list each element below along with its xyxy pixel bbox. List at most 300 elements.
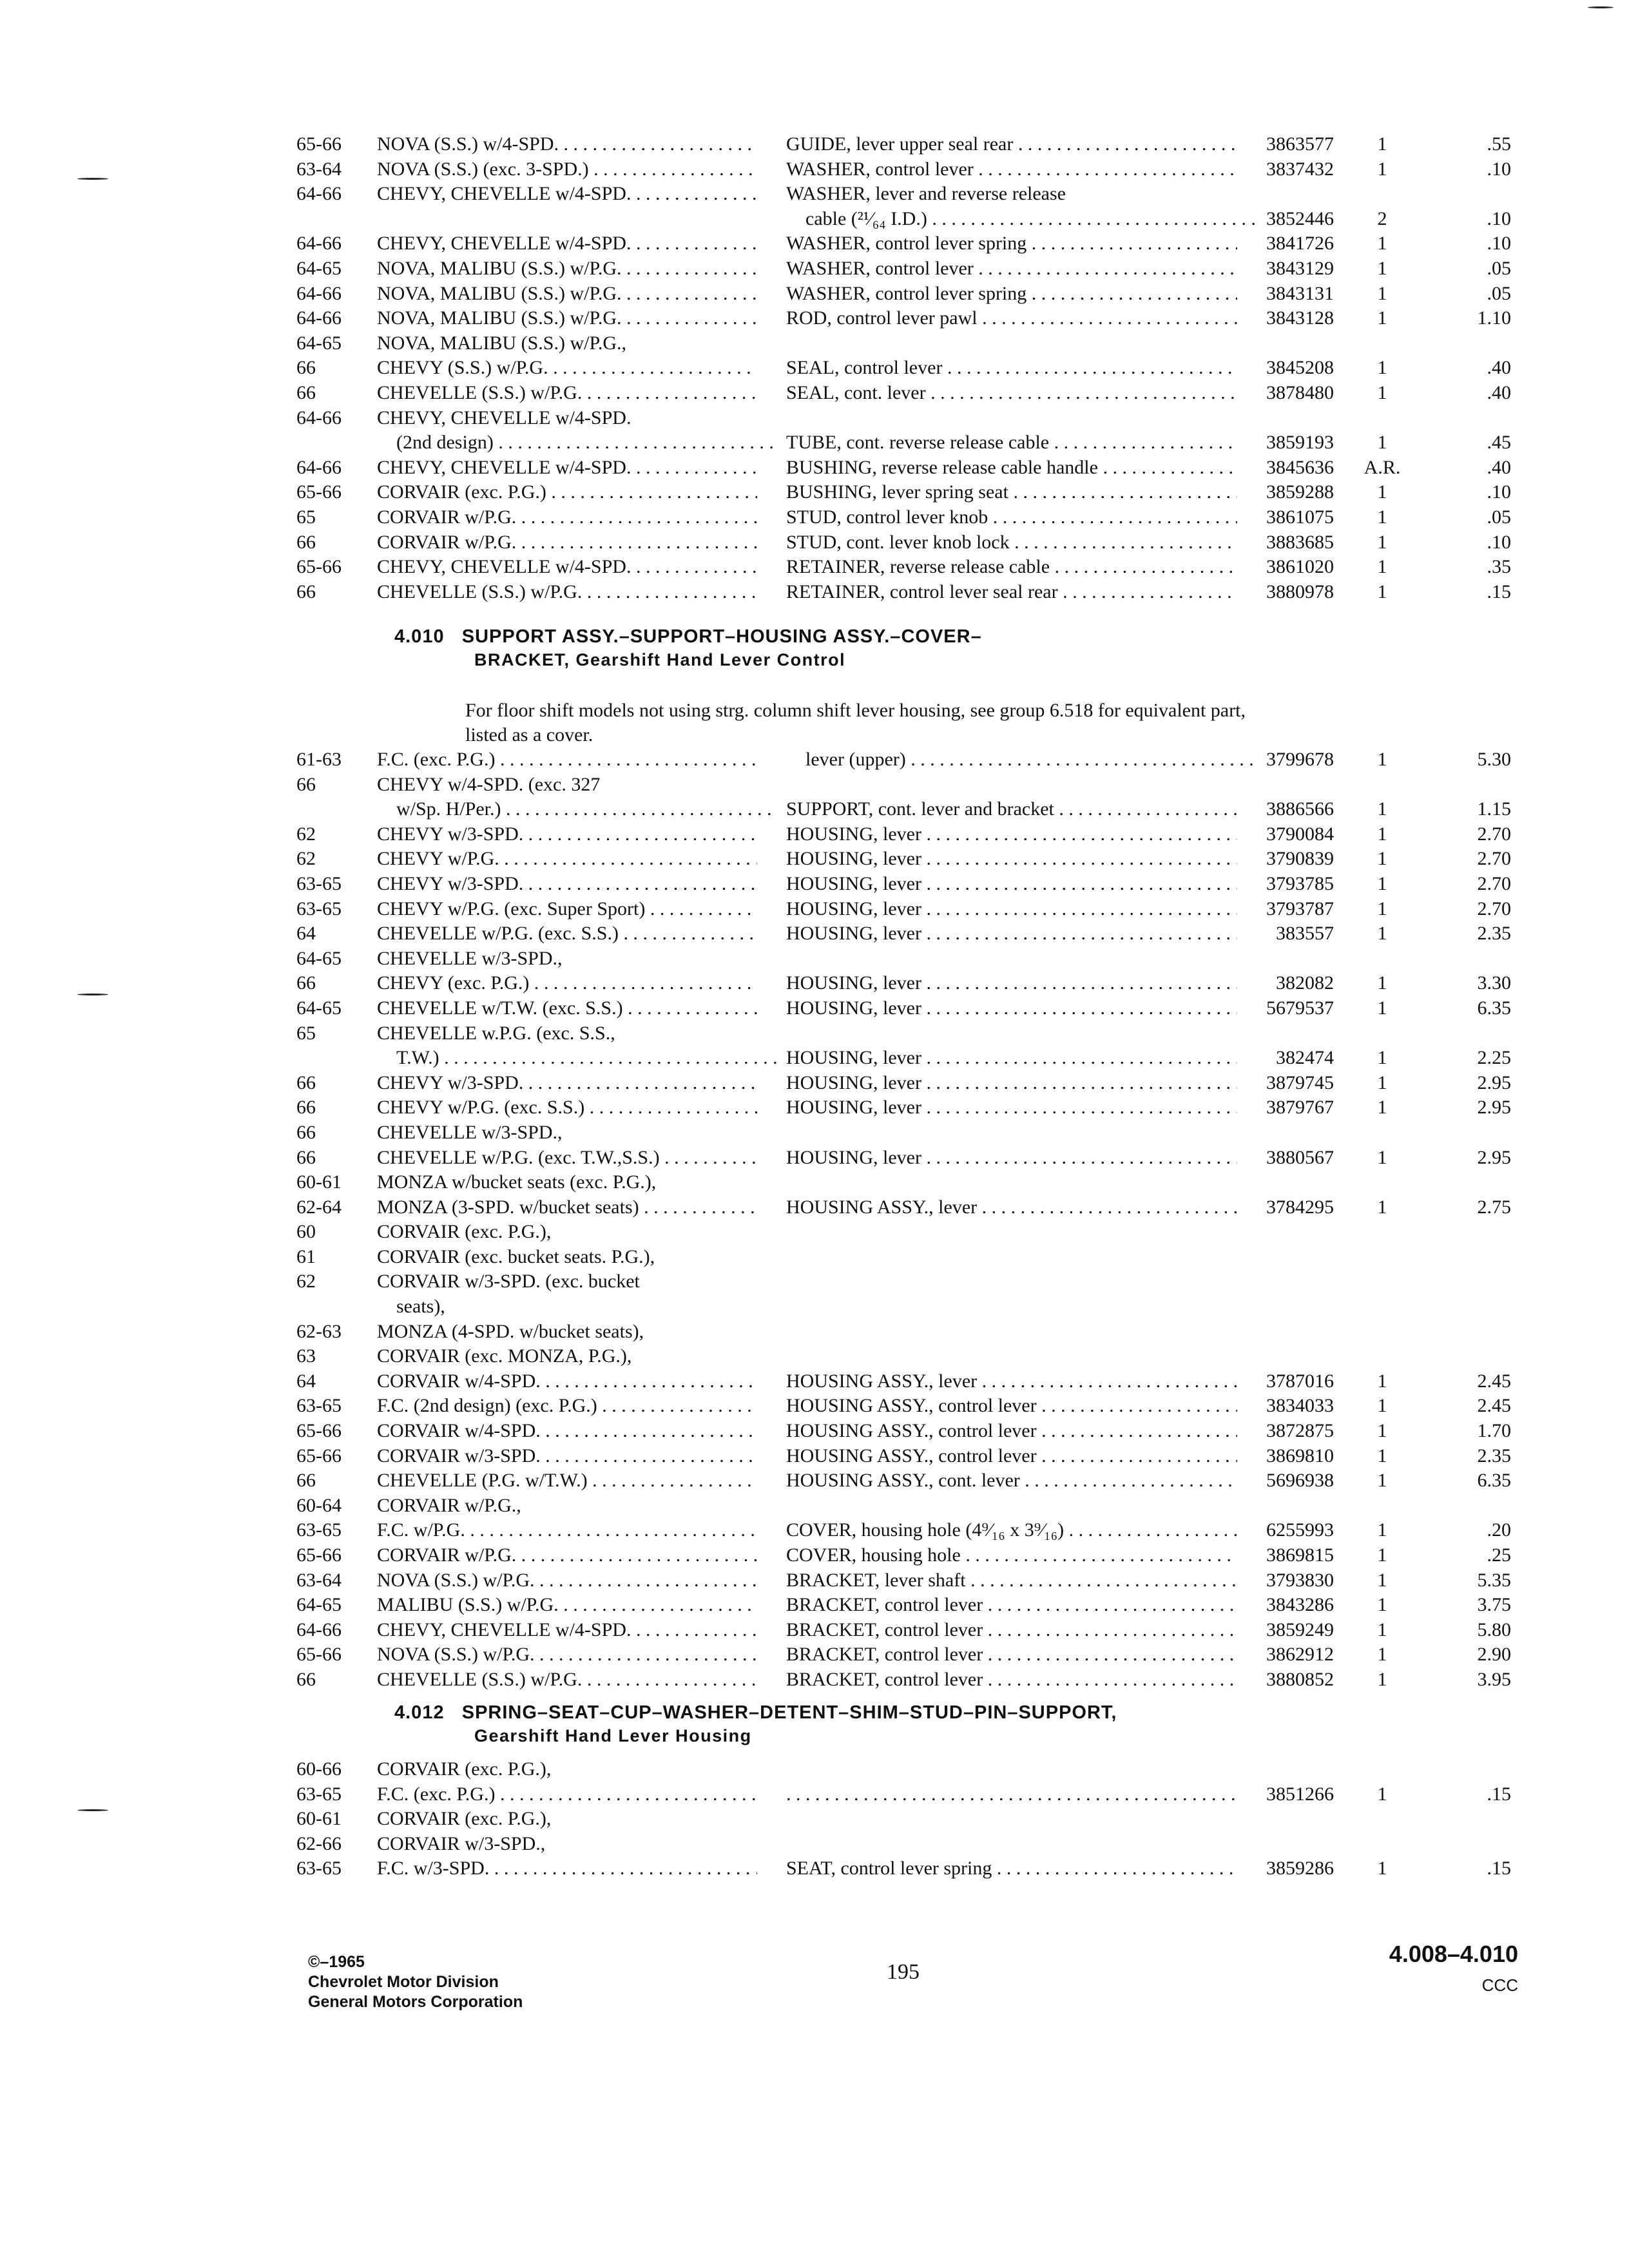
model-applicability: CHEVELLE w/P.G. (exc. S.S.) . . . xyxy=(377,921,757,947)
model-year: 66 xyxy=(296,1097,316,1119)
model-applicability: CHEVELLE w/P.G. (exc. T.W.,S.S.) . . . xyxy=(377,1146,757,1171)
table-row xyxy=(296,773,1508,798)
price: 2.45 xyxy=(1477,1370,1511,1392)
part-description: HOUSING, lever . . . xyxy=(786,897,1237,922)
model-applicability: NOVA (S.S.) (exc. 3-SPD.) . . . xyxy=(377,157,757,182)
quantity: 1 xyxy=(1377,381,1387,403)
model-applicability: CHEVELLE w/T.W. (exc. S.S.) . . . xyxy=(377,996,757,1021)
table-row xyxy=(296,256,1511,282)
table-row xyxy=(296,1021,1508,1046)
part-description: WASHER, control lever spring . . . xyxy=(786,231,1237,256)
table-row xyxy=(296,1071,1511,1096)
model-applicability: F.C. w/P.G. . . . xyxy=(377,1518,757,1543)
part-description: HOUSING, lever . . . xyxy=(786,921,1237,947)
part-description: SUPPORT, cont. lever and bracket . . . xyxy=(786,797,1237,822)
table-row xyxy=(296,1344,1508,1369)
table-row xyxy=(296,1170,1508,1195)
model-year: 66 xyxy=(296,357,316,379)
part-number: 3862912 xyxy=(1266,1644,1334,1666)
part-description: HOUSING, lever . . . xyxy=(786,1071,1237,1096)
part-description: WASHER, lever and reverse release xyxy=(786,183,1066,205)
table-row xyxy=(296,555,1511,580)
table-row xyxy=(296,1444,1511,1469)
price: 2.90 xyxy=(1477,1644,1511,1666)
price: .45 xyxy=(1487,432,1511,454)
model-year: 63-65 xyxy=(296,1858,342,1879)
quantity: 1 xyxy=(1377,1644,1387,1666)
part-description: HOUSING, lever . . . xyxy=(786,872,1237,897)
table-row xyxy=(296,1642,1511,1667)
table-row xyxy=(296,1494,1508,1519)
price: .25 xyxy=(1487,1544,1511,1566)
quantity: 1 xyxy=(1377,1395,1387,1417)
price: .05 xyxy=(1487,506,1511,528)
table-row xyxy=(296,456,1511,481)
price: 2.70 xyxy=(1477,848,1511,870)
table-row xyxy=(296,1245,1508,1270)
quantity: 1 xyxy=(1377,1420,1387,1442)
quantity: 1 xyxy=(1377,1519,1387,1541)
table-row xyxy=(296,1195,1511,1220)
price: 1.15 xyxy=(1477,798,1511,820)
quantity: 1 xyxy=(1377,307,1387,329)
price: .10 xyxy=(1487,207,1511,229)
table-row xyxy=(296,1757,1508,1782)
model-year: 62-66 xyxy=(296,1832,342,1854)
model-applicability: seats), xyxy=(396,1296,445,1318)
quantity: A.R. xyxy=(1364,456,1401,478)
model-year: 63-64 xyxy=(296,158,342,180)
part-number: 3863577 xyxy=(1266,133,1334,155)
table-row xyxy=(296,505,1511,530)
part-description: HOUSING, lever . . . xyxy=(786,971,1237,996)
table-row xyxy=(296,282,1511,307)
part-number: 3793785 xyxy=(1266,872,1334,894)
model-year: 64-65 xyxy=(296,257,342,279)
scan-mark xyxy=(77,994,108,995)
table-row xyxy=(296,1220,1508,1245)
price: 2.70 xyxy=(1477,823,1511,845)
table-row xyxy=(296,1369,1511,1394)
model-applicability: NOVA, MALIBU (S.S.) w/P.G., xyxy=(377,332,626,354)
model-year: 64 xyxy=(296,923,316,945)
table-row xyxy=(296,1518,1511,1543)
parts-table-bottom xyxy=(296,1757,1511,1881)
part-description: SEAL, control lever . . . xyxy=(786,356,1237,381)
part-number: 5679537 xyxy=(1266,997,1334,1019)
model-year: 62-64 xyxy=(296,1196,342,1218)
part-number: 3845636 xyxy=(1266,456,1334,478)
price: 3.95 xyxy=(1477,1668,1511,1690)
model-year: 64-66 xyxy=(296,1619,342,1640)
corporation: General Motors Corporation xyxy=(308,1993,523,2011)
part-description: BRACKET, control lever . . . xyxy=(786,1593,1237,1618)
model-applicability: CHEVY w/3-SPD. . . . xyxy=(377,822,757,847)
model-year: 63-65 xyxy=(296,898,342,919)
model-year: 63-65 xyxy=(296,1519,342,1541)
model-applicability: NOVA, MALIBU (S.S.) w/P.G. . . . xyxy=(377,282,757,307)
part-number: 3879745 xyxy=(1266,1072,1334,1093)
table-row xyxy=(296,231,1511,256)
table-row xyxy=(296,1046,1511,1071)
part-description: HOUSING ASSY., control lever . . . xyxy=(786,1444,1237,1469)
part-description: COVER, housing hole . . . xyxy=(786,1543,1237,1568)
model-applicability: F.C. (exc. P.G.) . . . xyxy=(377,1782,757,1807)
model-applicability: CORVAIR (exc. MONZA, P.G.), xyxy=(377,1345,632,1367)
model-applicability: CORVAIR w/P.G., xyxy=(377,1494,521,1516)
model-year: 66 xyxy=(296,1470,316,1492)
model-applicability: CORVAIR w/3-SPD. (exc. bucket xyxy=(377,1271,640,1293)
copyright: ©–1965 xyxy=(308,1953,365,1971)
model-year: 65-66 xyxy=(296,1544,342,1566)
scan-mark xyxy=(77,1809,108,1811)
model-year: 63-65 xyxy=(296,1783,342,1805)
quantity: 1 xyxy=(1377,1470,1387,1492)
section-heading-4012 xyxy=(394,1701,1117,1747)
model-applicability: CHEVELLE (P.G. w/T.W.) . . . xyxy=(377,1468,757,1494)
model-year: 62 xyxy=(296,823,316,845)
page-code: CCC xyxy=(1481,1975,1518,1995)
table-row xyxy=(296,1782,1511,1807)
table-row xyxy=(296,996,1511,1021)
section-title: SUPPORT ASSY.–SUPPORT–HOUSING ASSY.–COVER– xyxy=(461,626,982,647)
part-number: 3872875 xyxy=(1266,1420,1334,1442)
section-subtitle: Gearshift Hand Lever Housing xyxy=(474,1726,752,1745)
model-year: 64-65 xyxy=(296,947,342,969)
part-number: 3784295 xyxy=(1266,1196,1334,1218)
model-applicability: MONZA (4-SPD. w/bucket seats), xyxy=(377,1320,644,1342)
quantity: 1 xyxy=(1377,823,1387,845)
part-number: 3878480 xyxy=(1266,381,1334,403)
price: 2.45 xyxy=(1477,1395,1511,1417)
quantity: 1 xyxy=(1377,432,1387,454)
price: .10 xyxy=(1487,158,1511,180)
model-applicability: CORVAIR w/3-SPD., xyxy=(377,1832,546,1854)
model-year: 62 xyxy=(296,1271,316,1293)
model-applicability: NOVA (S.S.) w/P.G. . . . xyxy=(377,1568,757,1593)
price: 1.10 xyxy=(1477,307,1511,329)
model-year: 60-66 xyxy=(296,1758,342,1780)
footer-credits xyxy=(308,1952,523,2012)
model-year: 65-66 xyxy=(296,133,342,155)
table-row xyxy=(296,1320,1508,1345)
table-row xyxy=(296,1146,1511,1171)
quantity: 1 xyxy=(1377,1594,1387,1616)
part-number: 3793830 xyxy=(1266,1569,1334,1591)
quantity: 1 xyxy=(1377,158,1387,180)
part-number: 3852446 xyxy=(1266,207,1334,229)
quantity: 1 xyxy=(1377,1783,1387,1805)
table-row xyxy=(296,406,1508,431)
part-description: RETAINER, reverse release cable . . . xyxy=(786,555,1237,580)
price: .05 xyxy=(1487,257,1511,279)
price: .05 xyxy=(1487,282,1511,304)
part-description: BRACKET, control lever . . . xyxy=(786,1667,1237,1693)
model-applicability: NOVA (S.S.) w/4-SPD. . . . xyxy=(377,132,757,157)
part-number: 3790084 xyxy=(1266,823,1334,845)
part-number: 3861075 xyxy=(1266,506,1334,528)
quantity: 1 xyxy=(1377,1370,1387,1392)
model-year: 63-65 xyxy=(296,872,342,894)
part-number: 3879767 xyxy=(1266,1097,1334,1119)
model-applicability: CHEVY w/P.G. (exc. Super Sport) . . . xyxy=(377,897,757,922)
quantity: 1 xyxy=(1377,556,1387,578)
model-applicability: (2nd design) . . . xyxy=(377,430,776,456)
model-year: 64-66 xyxy=(296,233,342,255)
parts-table-top xyxy=(296,132,1511,604)
part-number: 3861020 xyxy=(1266,556,1334,578)
table-row xyxy=(296,306,1511,331)
price: .10 xyxy=(1487,233,1511,255)
table-row xyxy=(296,1832,1508,1857)
part-description xyxy=(786,1782,1237,1807)
model-applicability: CHEVY, CHEVELLE w/4-SPD. xyxy=(377,407,631,428)
model-year: 66 xyxy=(296,972,316,994)
price: .10 xyxy=(1487,531,1511,553)
part-description: HOUSING, lever . . . xyxy=(786,1046,1237,1071)
quantity: 1 xyxy=(1377,1047,1387,1069)
table-row xyxy=(296,132,1511,157)
model-year: 64 xyxy=(296,1370,316,1392)
model-year: 65 xyxy=(296,506,316,528)
quantity: 1 xyxy=(1377,282,1387,304)
model-applicability: NOVA, MALIBU (S.S.) w/P.G. . . . xyxy=(377,306,757,331)
model-year: 65 xyxy=(296,1022,316,1044)
section-number: 4.010 xyxy=(394,626,445,647)
model-year: 60-61 xyxy=(296,1171,342,1193)
section-number: 4.012 xyxy=(394,1702,445,1723)
price: .20 xyxy=(1487,1519,1511,1541)
part-description: BRACKET, lever shaft . . . xyxy=(786,1568,1237,1593)
model-year: 66 xyxy=(296,1072,316,1093)
model-applicability: CORVAIR (exc. P.G.), xyxy=(377,1221,552,1243)
part-number: 6255993 xyxy=(1266,1519,1334,1541)
quantity: 1 xyxy=(1377,848,1387,870)
section-subtitle: BRACKET, Gearshift Hand Lever Control xyxy=(474,650,846,669)
part-description: WASHER, control lever spring . . . xyxy=(786,282,1237,307)
part-description: HOUSING ASSY., lever . . . xyxy=(786,1369,1237,1394)
quantity: 1 xyxy=(1377,1544,1387,1566)
section-note: For floor shift models not using strg. column shift lever housing, see group 6.518 for equivalent part, listed as a cover. xyxy=(465,700,1246,745)
quantity: 1 xyxy=(1377,233,1387,255)
price: 5.30 xyxy=(1477,749,1511,770)
part-description: WASHER, control lever . . . xyxy=(786,157,1237,182)
table-row xyxy=(296,1593,1511,1618)
section-title: SPRING–SEAT–CUP–WASHER–DETENT–SHIM–STUD–PIN–SUPPORT, xyxy=(461,1702,1117,1723)
table-row xyxy=(296,747,1511,773)
model-applicability: CHEVY, CHEVELLE w/4-SPD. . . . xyxy=(377,1618,757,1643)
model-applicability: T.W.) . . . xyxy=(377,1046,776,1071)
part-number: 3787016 xyxy=(1266,1370,1334,1392)
table-row xyxy=(296,1543,1511,1568)
table-row xyxy=(296,872,1511,897)
table-row xyxy=(296,480,1511,505)
part-description: GUIDE, lever upper seal rear . . . xyxy=(786,132,1237,157)
price: .15 xyxy=(1487,1858,1511,1879)
table-row xyxy=(296,1807,1508,1832)
part-description: STUD, control lever knob . . . xyxy=(786,505,1237,530)
model-applicability: NOVA (S.S.) w/P.G. . . . xyxy=(377,1642,757,1667)
model-year: 62-63 xyxy=(296,1320,342,1342)
part-number: 382474 xyxy=(1276,1047,1334,1069)
price: .55 xyxy=(1487,133,1511,155)
table-row xyxy=(296,1120,1508,1146)
part-description: STUD, cont. lever knob lock . . . xyxy=(786,530,1237,555)
model-year: 63-65 xyxy=(296,1395,342,1417)
part-number: 3843286 xyxy=(1266,1594,1334,1616)
part-number: 3834033 xyxy=(1266,1395,1334,1417)
model-year: 63 xyxy=(296,1345,316,1367)
model-year: 65-66 xyxy=(296,1445,342,1466)
model-applicability: CHEVELLE (S.S.) w/P.G. . . . xyxy=(377,381,757,406)
table-row xyxy=(296,530,1511,555)
price: .35 xyxy=(1487,556,1511,578)
part-number: 3851266 xyxy=(1266,1783,1334,1805)
model-applicability: CORVAIR (exc. P.G.), xyxy=(377,1808,552,1830)
quantity: 1 xyxy=(1377,997,1387,1019)
model-applicability: CHEVY (exc. P.G.) . . . xyxy=(377,971,757,996)
part-description: HOUSING, lever . . . xyxy=(786,822,1237,847)
table-row xyxy=(296,1618,1511,1643)
part-number: 383557 xyxy=(1276,923,1334,945)
quantity: 1 xyxy=(1377,481,1387,503)
model-year: 66 xyxy=(296,773,316,795)
quantity: 2 xyxy=(1377,207,1387,229)
quantity: 1 xyxy=(1377,1146,1387,1168)
quantity: 1 xyxy=(1377,531,1387,553)
table-row xyxy=(296,182,1508,207)
part-description: TUBE, cont. reverse release cable . . . xyxy=(786,430,1237,456)
model-applicability: CHEVY (S.S.) w/P.G. . . . xyxy=(377,356,757,381)
table-row xyxy=(296,157,1511,182)
table-row xyxy=(296,331,1508,356)
part-description: RETAINER, control lever seal rear . . . xyxy=(786,580,1237,605)
table-row xyxy=(296,822,1511,847)
part-description: HOUSING ASSY., cont. lever . . . xyxy=(786,1468,1237,1494)
model-applicability: CHEVELLE w/3-SPD., xyxy=(377,947,563,969)
model-applicability: CHEVELLE w/3-SPD., xyxy=(377,1121,563,1143)
price: .15 xyxy=(1487,581,1511,602)
model-applicability: CORVAIR w/4-SPD. . . . xyxy=(377,1419,757,1444)
model-applicability: w/Sp. H/Per.) . . . xyxy=(377,797,776,822)
table-row xyxy=(296,1269,1508,1294)
part-number: 3880567 xyxy=(1266,1146,1334,1168)
part-number: 3883685 xyxy=(1266,531,1334,553)
quantity: 1 xyxy=(1377,357,1387,379)
price: 5.35 xyxy=(1477,1569,1511,1591)
table-row xyxy=(296,1419,1511,1444)
model-year: 66 xyxy=(296,1668,316,1690)
part-number: 3859249 xyxy=(1266,1619,1334,1640)
model-applicability: F.C. w/3-SPD. . . . xyxy=(377,1856,757,1881)
model-year: 64-65 xyxy=(296,1594,342,1616)
quantity: 1 xyxy=(1377,1668,1387,1690)
model-applicability: CORVAIR w/4-SPD. . . . xyxy=(377,1369,757,1394)
part-description: HOUSING, lever . . . xyxy=(786,847,1237,872)
price: .15 xyxy=(1487,1783,1511,1805)
quantity: 1 xyxy=(1377,1619,1387,1640)
quantity: 1 xyxy=(1377,1196,1387,1218)
price: .40 xyxy=(1487,456,1511,478)
part-number: 3845208 xyxy=(1266,357,1334,379)
model-year: 61 xyxy=(296,1245,316,1267)
price: 2.95 xyxy=(1477,1072,1511,1093)
price: .10 xyxy=(1487,481,1511,503)
model-year: 64-66 xyxy=(296,307,342,329)
part-number: 3869815 xyxy=(1266,1544,1334,1566)
price: 2.70 xyxy=(1477,872,1511,894)
model-year: 66 xyxy=(296,381,316,403)
part-description: SEAL, cont. lever . . . xyxy=(786,381,1237,406)
model-applicability: F.C. (exc. P.G.) . . . xyxy=(377,747,757,773)
part-description: BUSHING, lever spring seat . . . xyxy=(786,480,1237,505)
part-number: 3799678 xyxy=(1266,749,1334,770)
quantity: 1 xyxy=(1377,506,1387,528)
part-number: 382082 xyxy=(1276,972,1334,994)
part-number: 3886566 xyxy=(1266,798,1334,820)
part-description: BUSHING, reverse release cable handle . . . xyxy=(786,456,1237,481)
price: .40 xyxy=(1487,357,1511,379)
quantity: 1 xyxy=(1377,749,1387,770)
model-applicability: CHEVY w/3-SPD. . . . xyxy=(377,872,757,897)
table-row xyxy=(296,580,1511,605)
scan-mark xyxy=(77,178,108,180)
price: 1.70 xyxy=(1477,1420,1511,1442)
model-applicability: CHEVY, CHEVELLE w/4-SPD. . . . xyxy=(377,555,757,580)
quantity: 1 xyxy=(1377,257,1387,279)
part-description: ROD, control lever pawl . . . xyxy=(786,306,1237,331)
price: 3.30 xyxy=(1477,972,1511,994)
price: 2.75 xyxy=(1477,1196,1511,1218)
table-row xyxy=(296,1394,1511,1419)
division: Chevrolet Motor Division xyxy=(308,1973,499,1991)
model-year: 64-66 xyxy=(296,282,342,304)
quantity: 1 xyxy=(1377,1569,1387,1591)
model-year: 65-66 xyxy=(296,1420,342,1442)
part-description: HOUSING ASSY., control lever . . . xyxy=(786,1394,1237,1419)
model-year: 62 xyxy=(296,848,316,870)
model-applicability: CHEVY, CHEVELLE w/4-SPD. . . . xyxy=(377,231,757,256)
quantity: 1 xyxy=(1377,1097,1387,1119)
price: .40 xyxy=(1487,381,1511,403)
part-description: SEAT, control lever spring . . . xyxy=(786,1856,1237,1881)
model-applicability: MONZA w/bucket seats (exc. P.G.), xyxy=(377,1171,657,1193)
part-description: BRACKET, control lever . . . xyxy=(786,1618,1237,1643)
part-description: lever (upper) . . . xyxy=(786,747,1257,773)
quantity: 1 xyxy=(1377,1072,1387,1093)
table-row xyxy=(296,356,1511,381)
model-applicability: CORVAIR (exc. P.G.), xyxy=(377,1758,552,1780)
table-row xyxy=(296,381,1511,406)
quantity: 1 xyxy=(1377,872,1387,894)
part-description: WASHER, control lever . . . xyxy=(786,256,1237,282)
model-year: 64-66 xyxy=(296,456,342,478)
model-applicability: CHEVY, CHEVELLE w/4-SPD. . . . xyxy=(377,182,757,207)
part-number: 3859193 xyxy=(1266,432,1334,454)
table-row xyxy=(296,897,1511,922)
model-applicability: CHEVELLE (S.S.) w/P.G. . . . xyxy=(377,580,757,605)
table-row xyxy=(296,1667,1511,1693)
model-year: 65-66 xyxy=(296,481,342,503)
price: 2.35 xyxy=(1477,1445,1511,1466)
part-number: 3869810 xyxy=(1266,1445,1334,1466)
model-year: 64-66 xyxy=(296,407,342,428)
scan-mark xyxy=(1588,6,1614,8)
model-year: 64-65 xyxy=(296,997,342,1019)
price: 2.70 xyxy=(1477,898,1511,919)
model-applicability: MALIBU (S.S.) w/P.G. . . . xyxy=(377,1593,757,1618)
model-year: 65-66 xyxy=(296,556,342,578)
